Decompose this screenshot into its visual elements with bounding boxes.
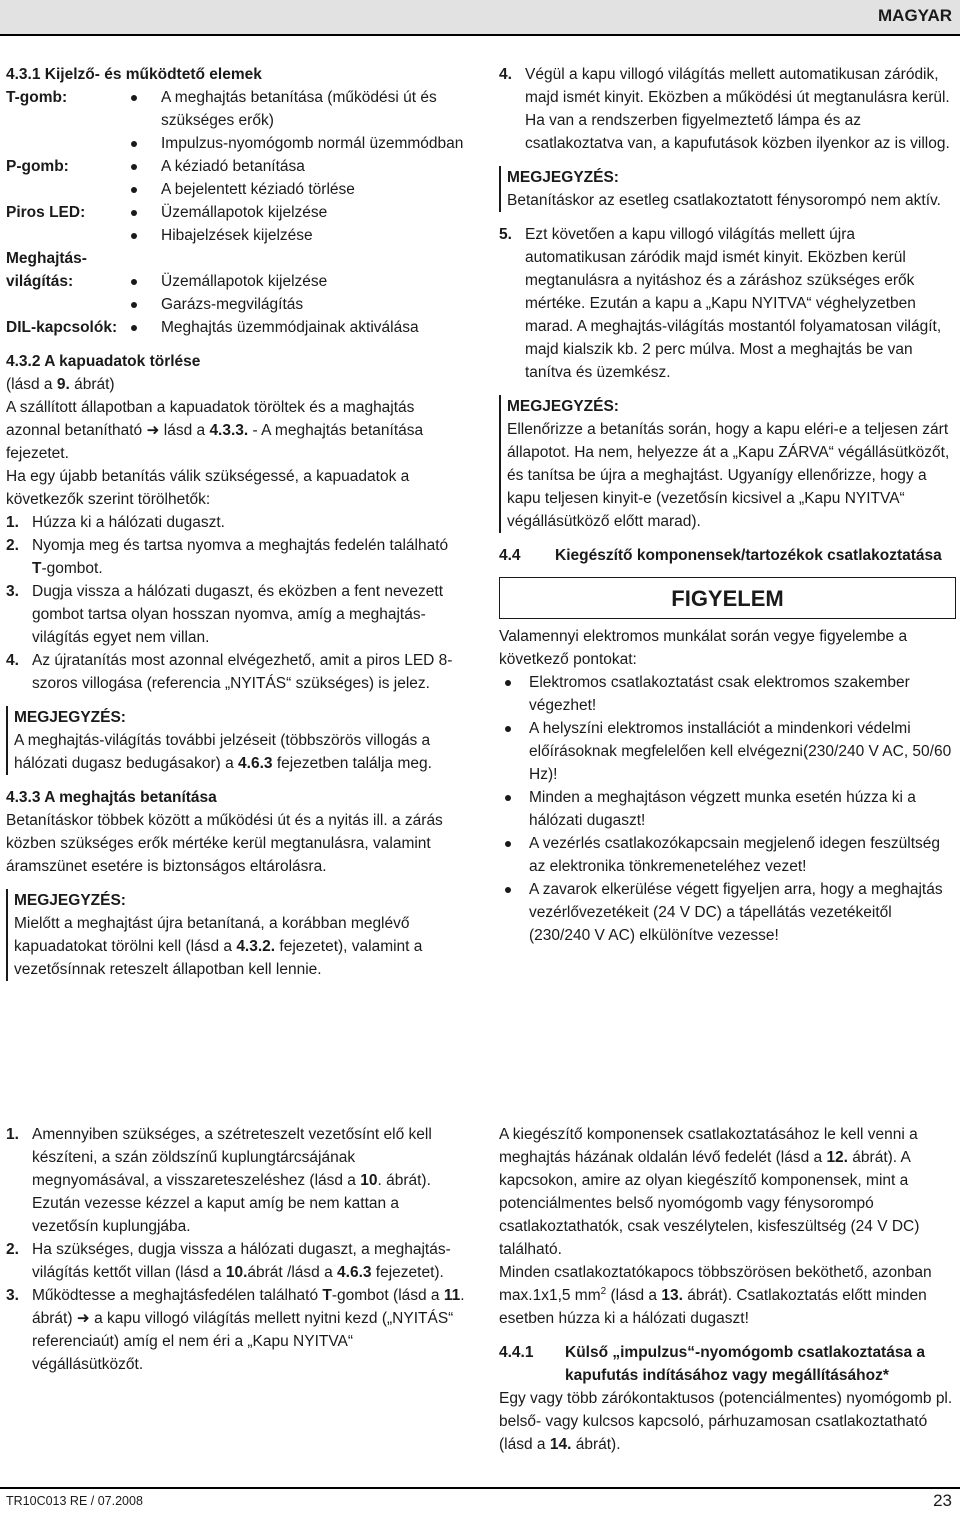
left-column-top xyxy=(6,63,466,981)
bullet-icon xyxy=(128,201,161,224)
control-row xyxy=(6,224,466,247)
control-value: A kéziadó betanítása xyxy=(161,158,305,175)
document-code: TR10C013 RE / 07.2008 xyxy=(6,1494,143,1508)
bullet-icon xyxy=(128,270,161,293)
note-title: MEGJEGYZÉS: xyxy=(507,169,619,186)
control-key xyxy=(6,224,128,247)
list-item: 2. Ha szükséges, dugja vissza a hálózati dugaszt, a meghajtás-világítás kettőt villan (lásd a 10.ábrát /lásd a 4.6.3 fejezetet). xyxy=(6,1241,451,1281)
note-text: A meghajtás-világítás további jelzéseit (többszörös villogás a hálózati dugasz bedugásakor) a 4.6.3 fejezetben találja meg. xyxy=(14,732,432,772)
bullet-icon xyxy=(499,671,529,717)
bullet-icon xyxy=(499,832,529,878)
control-key xyxy=(6,293,128,316)
warning-item: Elektromos csatlakoztatást csak elektromos szakember végezhet! xyxy=(499,671,956,717)
footer-rule xyxy=(0,1487,960,1489)
section-44-heading: 4.4 Kiegészítő komponensek/tartozékok csatlakoztatása xyxy=(499,547,942,564)
section-433-title: 4.3.3 A meghajtás betanítása xyxy=(6,789,217,806)
note-title: MEGJEGYZÉS: xyxy=(14,709,126,726)
control-value: A meghajtás betanítása (működési út és szükséges erők) xyxy=(161,89,437,129)
bullet-icon xyxy=(128,316,161,339)
control-value: Meghajtás üzemmódjainak aktiválása xyxy=(161,319,419,336)
control-value: Garázs-megvilágítás xyxy=(161,296,304,313)
control-row xyxy=(6,86,466,132)
control-row xyxy=(6,201,466,224)
steps-list xyxy=(6,511,466,695)
list-item: 1. Amennyiben szükséges, a szétreteszelt vezetősínt elő kell készíteni, a szán zöldszínű kuplungtárcsájának megnyomásával, a visszareteszeléshez (lásd a 10. ábrát). Ezután vezesse kézzel a kaput amíg be nem kattan a vezetősín kuplungjába. xyxy=(6,1126,432,1235)
list-item: 2. Nyomja meg és tartsa nyomva a meghajtás fedelén található T-gombot. xyxy=(6,537,449,577)
control-row xyxy=(6,178,466,201)
note-text: Ellenőrizze a betanítás során, hogy a kapu eléri-e a teljesen zárt állapotot. Ha nem, helyezze át a „Kapu ZÁRVA“ végállásütközőt, és tanítsa be újra a meghajtást. Ugyanígy ellenőrizze, hogy a kapu teljesen kinyit-e (vezetősín kicsivel a „Kapu NYITVA“ végállásütköző előtt marad). xyxy=(507,421,950,530)
note-text: Betanításkor az esetleg csatlakoztatott fénysorompó nem aktív. xyxy=(507,192,941,209)
note-box xyxy=(6,889,466,981)
note-title: MEGJEGYZÉS: xyxy=(507,398,619,415)
list-item: 3. Működtesse a meghajtásfedélen található T-gombot (lásd a 11. ábrát) ➜ a kapu villogó világítás mellett nyitni kezd („NYITÁS“ referenciaút) amíg el nem éri a „Kapu NYITVA“ végállásütközőt. xyxy=(6,1287,465,1373)
note-box xyxy=(6,706,466,775)
warning-item: Minden a meghajtáson végzett munka esetén húzza ki a hálózati dugaszt! xyxy=(499,786,956,832)
control-row xyxy=(6,132,466,155)
bullet-icon xyxy=(499,786,529,832)
left-column-bottom xyxy=(6,1123,466,1376)
warning-item: A zavarok elkerülése végett figyeljen arra, hogy a meghajtás vezérlővezetékeit (24 V DC) a tápellátás vezetékeitől (230/240 V AC) elkülönítve vezesse! xyxy=(499,878,956,947)
control-row xyxy=(6,270,466,293)
control-value: A bejelentett kéziadó törlése xyxy=(161,181,355,198)
bullet-icon xyxy=(128,178,161,201)
bullet-icon xyxy=(128,247,161,270)
paragraph: Ha egy újabb betanítás válik szükségessé, a kapuadatok a következők szerint törölhetők: xyxy=(6,468,410,508)
warning-list xyxy=(499,671,956,947)
bullet-icon xyxy=(128,86,161,132)
bullet-icon xyxy=(128,155,161,178)
control-key xyxy=(6,178,128,201)
bullet-icon xyxy=(128,293,161,316)
controls-list xyxy=(6,86,466,339)
list-item: 1. Húzza ki a hálózati dugaszt. xyxy=(6,514,225,531)
control-value: Hibajelzések kijelzése xyxy=(161,227,313,244)
right-column-top xyxy=(499,63,956,947)
control-key: Piros LED: xyxy=(6,204,86,221)
control-key: DIL-kapcsolók: xyxy=(6,319,118,336)
control-key: világítás: xyxy=(6,273,74,290)
bullet-icon xyxy=(499,878,529,947)
note-box xyxy=(499,166,956,212)
section-431-title: 4.3.1 Kijelző- és működtető elemek xyxy=(6,66,262,83)
control-value: Üzemállapotok kijelzése xyxy=(161,204,328,221)
control-key: P-gomb: xyxy=(6,158,69,175)
header-rule xyxy=(0,34,960,36)
paragraph: Minden csatlakoztatókapocs többszörösen beköthető, azonban max.1x1,5 $mm^2$ (lásd a 13. ábrát). Csatlakoztatás előtt minden esetben húzza ki a hálózati dugaszt! xyxy=(499,1264,932,1327)
warning-item: A helyszíni elektromos installációt a mindenkori védelmi előírásoknak megfelelően kell elvégezni(230/240 V AC, 50/60 Hz)! xyxy=(499,717,956,786)
control-key: T-gomb: xyxy=(6,89,68,106)
control-row xyxy=(6,155,466,178)
paragraph: A kiegészítő komponensek csatlakoztatásához le kell venni a meghajtás házának oldalán lévő fedelét (lásd a 12. ábrát). A kapcsokon, amire az olyan kiegészítő komponensek, mint a potenciálmentes belső nyomógomb vagy fénysorompó csatlakoztathatók, csak veszélytelen, kisfeszültség (24 V DC) található. xyxy=(499,1126,920,1258)
bullet-icon xyxy=(499,717,529,786)
list-item: 5. Ezt követően a kapu villogó világítás mellett újra automatikusan záródik majd ismét kinyit. Eközben kerül megtanulásra a nyitáshoz és a záráshoz szükséges erők mértéke. Ezután a kapu a „Kapu NYITVA“ véghelyzetben marad. A meghajtás-világítás mostantól folyamatosan világít, majd kialszik kb. 2 perc múlva. Most a meghajtás be van tanítva és üzemkész. xyxy=(499,226,942,381)
warning-intro: Valamennyi elektromos munkálat során vegye figyelembe a következő pontokat: xyxy=(499,628,908,668)
header-bar xyxy=(0,0,960,34)
language-label: MAGYAR xyxy=(878,6,952,25)
control-value xyxy=(161,247,466,270)
control-row xyxy=(6,247,466,270)
bullet-icon xyxy=(128,132,161,155)
control-row xyxy=(6,293,466,316)
control-value: Üzemállapotok kijelzése xyxy=(161,273,328,290)
warning-item: A vezérlés csatlakozókapcsain megjelenő idegen feszültség az elektronika tönkremeneteléhez vezet! xyxy=(499,832,956,878)
section-432-title: 4.3.2 A kapuadatok törlése xyxy=(6,353,201,370)
paragraph: Egy vagy több zárókontaktusos (potenciálmentes) nyomógomb pl. belső- vagy kulcsos kapcsoló, párhuzamosan csatlakoztatható (lásd a 14. ábrát). xyxy=(499,1390,953,1453)
figure-reference: (lásd a 9. ábrát) xyxy=(6,376,115,393)
bullet-icon xyxy=(128,224,161,247)
paragraph: A szállított állapotban a kapuadatok töröltek és a maghajtás azonnal betanítható ➜ lásd a 4.3.3. - A meghajtás betanítása fejezetet. xyxy=(6,399,424,462)
note-text: Mielőtt a meghajtást újra betanítaná, a korábban meglévő kapuadatokat törölni kell (lásd a 4.3.2. fejezetet), valamint a vezetősínnak reteszelt állapotban kell lennie. xyxy=(14,915,423,978)
list-item: 3. Dugja vissza a hálózati dugaszt, és eközben a fent nevezett gombot tartsa olyan hosszan nyomva, amíg a meghajtás-világítás egyet nem villan. xyxy=(6,583,443,646)
control-key xyxy=(6,132,128,155)
right-column-bottom xyxy=(499,1123,956,1456)
list-item: 4. Az újratanítás most azonnal elvégezhető, amit a piros LED 8-szoros villogása (referencia „NYITÁS“ szükséges) is jelez. xyxy=(6,652,453,692)
control-key: Meghajtás- xyxy=(6,250,87,267)
control-value: Impulzus-nyomógomb normál üzemmódban xyxy=(161,135,464,152)
paragraph: Betanításkor többek között a működési út és a nyitás ill. a zárás közben szükséges erők mértéke kerül megtanulásra, valamint áramszünet esetére is biztonságos eltárolásra. xyxy=(6,812,443,875)
warning-box-title: FIGYELEM xyxy=(499,577,956,619)
list-item: 4. Végül a kapu villogó világítás mellett automatikusan záródik, majd ismét kinyit. Eközben a működési út megtanulásra kerül. Ha van a rendszerben figyelmeztető lámpa és az csatlakoztatva van, a kapufutások közben ilyenkor az is villog. xyxy=(499,66,950,152)
page-number: 23 xyxy=(933,1491,952,1510)
control-row xyxy=(6,316,466,339)
note-box xyxy=(499,395,956,533)
section-441-heading: 4.4.1 Külső „impulzus“-nyomógomb csatlakoztatása a kapufutás indításához vagy megállításához* xyxy=(499,1344,926,1384)
note-title: MEGJEGYZÉS: xyxy=(14,892,126,909)
